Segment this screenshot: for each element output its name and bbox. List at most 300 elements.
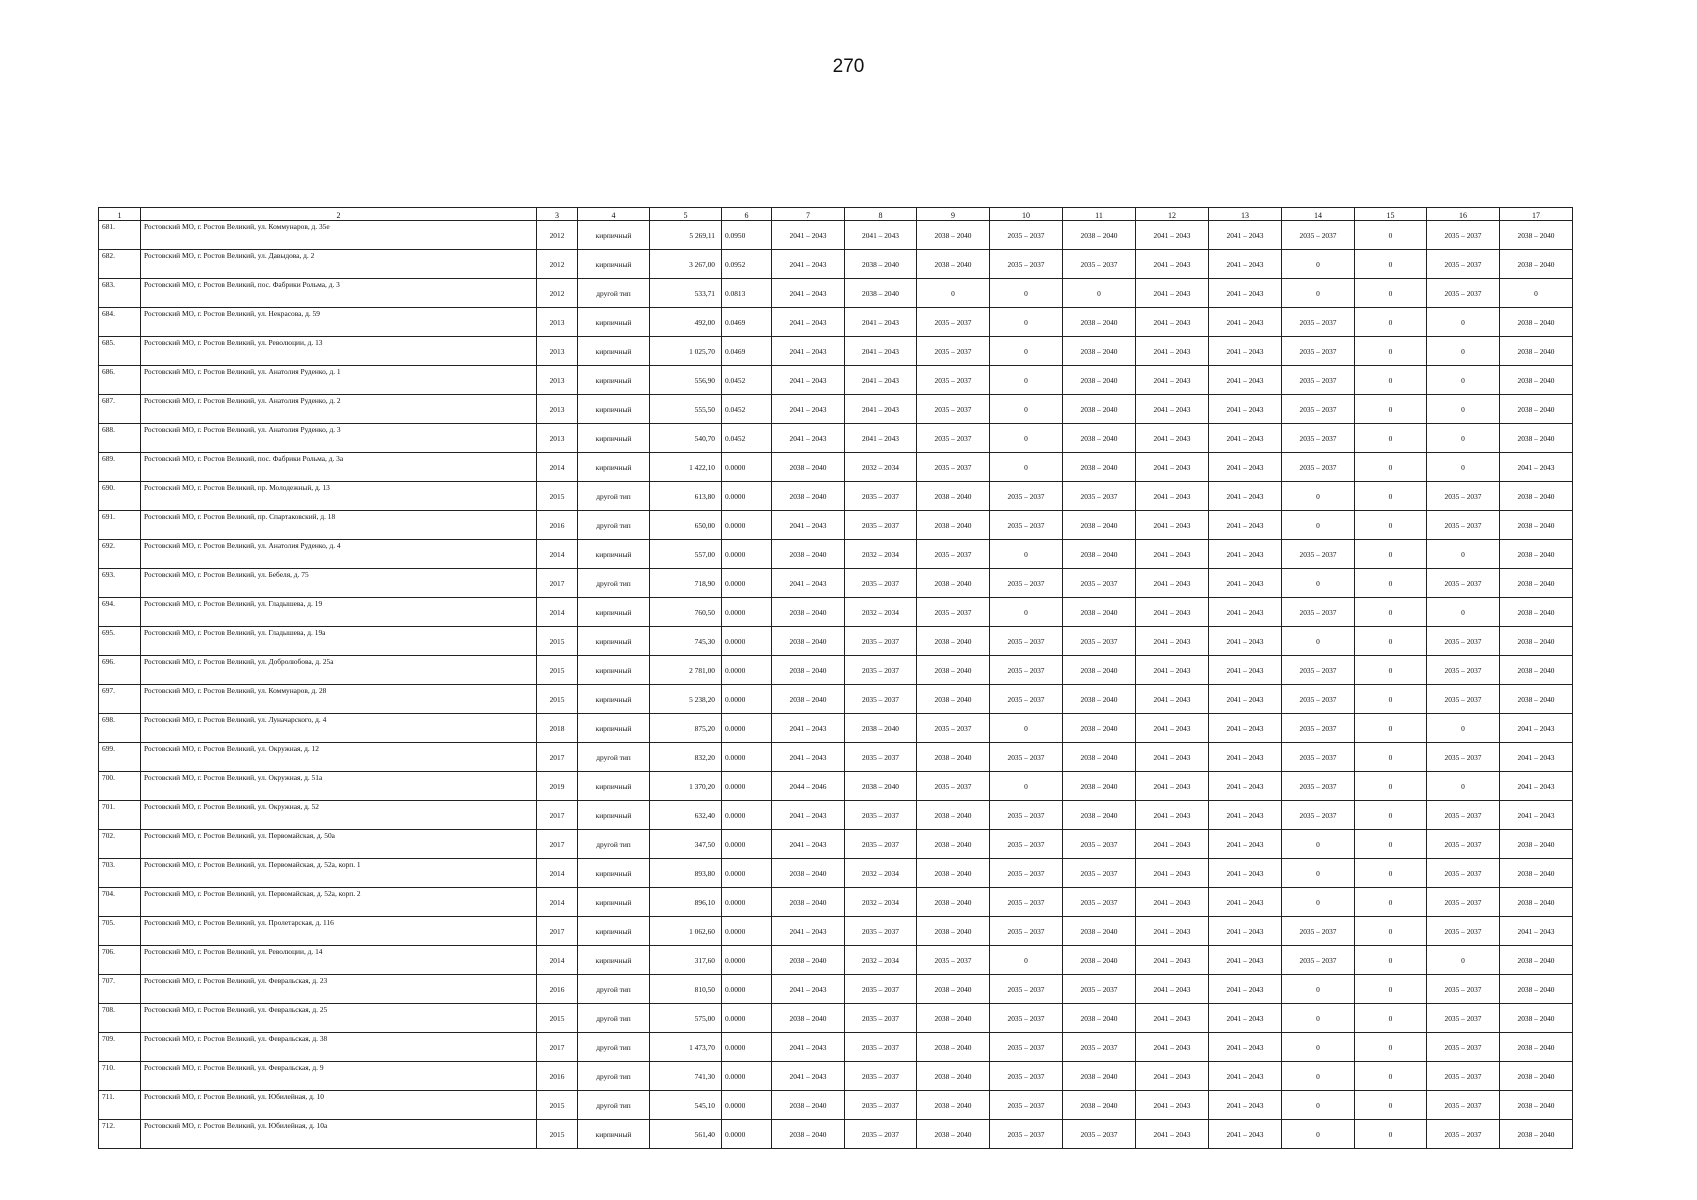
period-col-9-cell: 2035 – 2037 <box>917 714 990 743</box>
period-col-8-cell: 2035 – 2037 <box>845 975 917 1004</box>
period-col-12-cell: 2041 – 2043 <box>1136 801 1209 830</box>
address-cell: Ростовский МО, г. Ростов Великий, ул. Юбилейная, д. 10а <box>141 1120 537 1149</box>
row-number-cell: 712. <box>99 1120 141 1149</box>
period-col-11-cell: 2038 – 2040 <box>1063 946 1136 975</box>
period-col-11-cell: 2038 – 2040 <box>1063 714 1136 743</box>
wear-coefficient-cell: 0.0000 <box>722 627 772 656</box>
wear-coefficient-cell: 0.0813 <box>722 279 772 308</box>
period-col-17-cell: 2038 – 2040 <box>1500 656 1573 685</box>
period-col-14-cell: 2035 – 2037 <box>1282 946 1355 975</box>
wear-coefficient-cell: 0.0000 <box>722 569 772 598</box>
table-row <box>99 598 1573 627</box>
wear-coefficient-cell: 0.0000 <box>722 1120 772 1149</box>
address-cell: Ростовский МО, г. Ростов Великий, ул. Окружная, д. 52 <box>141 801 537 830</box>
period-col-7-cell: 2041 – 2043 <box>772 714 845 743</box>
column-number-5: 5 <box>650 208 722 221</box>
wear-coefficient-cell: 0.0000 <box>722 946 772 975</box>
period-col-16-cell: 2035 – 2037 <box>1427 830 1500 859</box>
area-value-cell: 810,50 <box>650 975 722 1004</box>
wall-material-cell: другой тип <box>578 482 650 511</box>
area-value-cell: 557,00 <box>650 540 722 569</box>
address-cell: Ростовский МО, г. Ростов Великий, пос. Фабрики Рольма, д. 3 <box>141 279 537 308</box>
row-number-cell: 694. <box>99 598 141 627</box>
build-year-cell: 2015 <box>537 1091 578 1120</box>
period-col-12-cell: 2041 – 2043 <box>1136 1120 1209 1149</box>
area-value-cell: 613,80 <box>650 482 722 511</box>
address-cell: Ростовский МО, г. Ростов Великий, пр. Спартаковский, д. 18 <box>141 511 537 540</box>
table-row <box>99 279 1573 308</box>
period-col-12-cell: 2041 – 2043 <box>1136 308 1209 337</box>
period-col-17-cell: 2041 – 2043 <box>1500 801 1573 830</box>
period-col-15-cell: 0 <box>1355 540 1427 569</box>
period-col-16-cell: 0 <box>1427 540 1500 569</box>
period-col-10-cell: 2035 – 2037 <box>990 482 1063 511</box>
wall-material-cell: кирпичный <box>578 598 650 627</box>
address-cell: Ростовский МО, г. Ростов Великий, ул. Первомайская, д. 52а, корп. 2 <box>141 888 537 917</box>
period-col-8-cell: 2041 – 2043 <box>845 424 917 453</box>
area-value-cell: 1 473,70 <box>650 1033 722 1062</box>
period-col-14-cell: 2035 – 2037 <box>1282 453 1355 482</box>
period-col-17-cell: 2038 – 2040 <box>1500 859 1573 888</box>
wear-coefficient-cell: 0.0000 <box>722 830 772 859</box>
row-number-cell: 687. <box>99 395 141 424</box>
address-cell: Ростовский МО, г. Ростов Великий, ул. Бебеля, д. 75 <box>141 569 537 598</box>
build-year-cell: 2013 <box>537 366 578 395</box>
wear-coefficient-cell: 0.0000 <box>722 511 772 540</box>
wall-material-cell: кирпичный <box>578 453 650 482</box>
period-col-10-cell: 2035 – 2037 <box>990 250 1063 279</box>
period-col-9-cell: 2038 – 2040 <box>917 917 990 946</box>
period-col-9-cell: 2035 – 2037 <box>917 453 990 482</box>
period-col-17-cell: 2038 – 2040 <box>1500 1062 1573 1091</box>
period-col-13-cell: 2041 – 2043 <box>1209 1004 1282 1033</box>
build-year-cell: 2015 <box>537 627 578 656</box>
period-col-17-cell: 2038 – 2040 <box>1500 482 1573 511</box>
period-col-8-cell: 2032 – 2034 <box>845 888 917 917</box>
wear-coefficient-cell: 0.0000 <box>722 975 772 1004</box>
period-col-17-cell: 2038 – 2040 <box>1500 627 1573 656</box>
period-col-10-cell: 0 <box>990 424 1063 453</box>
period-col-12-cell: 2041 – 2043 <box>1136 975 1209 1004</box>
period-col-14-cell: 0 <box>1282 627 1355 656</box>
period-col-16-cell: 0 <box>1427 772 1500 801</box>
period-col-12-cell: 2041 – 2043 <box>1136 453 1209 482</box>
period-col-9-cell: 2038 – 2040 <box>917 859 990 888</box>
period-col-12-cell: 2041 – 2043 <box>1136 1033 1209 1062</box>
period-col-7-cell: 2041 – 2043 <box>772 424 845 453</box>
period-col-17-cell: 2038 – 2040 <box>1500 569 1573 598</box>
build-year-cell: 2014 <box>537 453 578 482</box>
table-row <box>99 888 1573 917</box>
period-col-14-cell: 2035 – 2037 <box>1282 743 1355 772</box>
table-row <box>99 801 1573 830</box>
period-col-11-cell: 2038 – 2040 <box>1063 598 1136 627</box>
period-col-15-cell: 0 <box>1355 946 1427 975</box>
period-col-12-cell: 2041 – 2043 <box>1136 743 1209 772</box>
row-number-cell: 688. <box>99 424 141 453</box>
period-col-7-cell: 2038 – 2040 <box>772 1091 845 1120</box>
table-row <box>99 917 1573 946</box>
wear-coefficient-cell: 0.0950 <box>722 221 772 250</box>
period-col-9-cell: 2035 – 2037 <box>917 946 990 975</box>
period-col-17-cell: 2038 – 2040 <box>1500 1091 1573 1120</box>
period-col-9-cell: 2038 – 2040 <box>917 830 990 859</box>
period-col-9-cell: 2035 – 2037 <box>917 395 990 424</box>
period-col-16-cell: 0 <box>1427 453 1500 482</box>
area-value-cell: 561,40 <box>650 1120 722 1149</box>
period-col-11-cell: 2038 – 2040 <box>1063 308 1136 337</box>
period-col-13-cell: 2041 – 2043 <box>1209 627 1282 656</box>
table-row <box>99 250 1573 279</box>
build-year-cell: 2014 <box>537 598 578 627</box>
period-col-9-cell: 2035 – 2037 <box>917 772 990 801</box>
wall-material-cell: другой тип <box>578 569 650 598</box>
period-col-13-cell: 2041 – 2043 <box>1209 482 1282 511</box>
period-col-17-cell: 2038 – 2040 <box>1500 337 1573 366</box>
period-col-7-cell: 2041 – 2043 <box>772 1062 845 1091</box>
period-col-17-cell: 2038 – 2040 <box>1500 598 1573 627</box>
wear-coefficient-cell: 0.0000 <box>722 482 772 511</box>
wall-material-cell: кирпичный <box>578 656 650 685</box>
period-col-11-cell: 2038 – 2040 <box>1063 424 1136 453</box>
period-col-16-cell: 2035 – 2037 <box>1427 627 1500 656</box>
table-row <box>99 1004 1573 1033</box>
period-col-8-cell: 2038 – 2040 <box>845 279 917 308</box>
period-col-12-cell: 2041 – 2043 <box>1136 511 1209 540</box>
period-col-12-cell: 2041 – 2043 <box>1136 366 1209 395</box>
period-col-15-cell: 0 <box>1355 888 1427 917</box>
period-col-16-cell: 2035 – 2037 <box>1427 1091 1500 1120</box>
period-col-13-cell: 2041 – 2043 <box>1209 598 1282 627</box>
period-col-12-cell: 2041 – 2043 <box>1136 1091 1209 1120</box>
period-col-8-cell: 2035 – 2037 <box>845 482 917 511</box>
area-value-cell: 741,30 <box>650 1062 722 1091</box>
period-col-15-cell: 0 <box>1355 685 1427 714</box>
period-col-7-cell: 2038 – 2040 <box>772 540 845 569</box>
build-year-cell: 2015 <box>537 656 578 685</box>
build-year-cell: 2012 <box>537 221 578 250</box>
area-value-cell: 347,50 <box>650 830 722 859</box>
period-col-10-cell: 2035 – 2037 <box>990 656 1063 685</box>
period-col-13-cell: 2041 – 2043 <box>1209 569 1282 598</box>
period-col-11-cell: 2038 – 2040 <box>1063 366 1136 395</box>
period-col-7-cell: 2038 – 2040 <box>772 888 845 917</box>
period-col-16-cell: 0 <box>1427 366 1500 395</box>
period-col-10-cell: 2035 – 2037 <box>990 627 1063 656</box>
row-number-cell: 681. <box>99 221 141 250</box>
period-col-11-cell: 2038 – 2040 <box>1063 395 1136 424</box>
period-col-14-cell: 0 <box>1282 1120 1355 1149</box>
build-year-cell: 2014 <box>537 888 578 917</box>
period-col-8-cell: 2032 – 2034 <box>845 598 917 627</box>
wear-coefficient-cell: 0.0000 <box>722 1091 772 1120</box>
wall-material-cell: кирпичный <box>578 772 650 801</box>
period-col-10-cell: 2035 – 2037 <box>990 1091 1063 1120</box>
period-col-16-cell: 0 <box>1427 395 1500 424</box>
period-col-12-cell: 2041 – 2043 <box>1136 772 1209 801</box>
table-row <box>99 221 1573 250</box>
period-col-7-cell: 2038 – 2040 <box>772 685 845 714</box>
table-row <box>99 714 1573 743</box>
area-value-cell: 1 025,70 <box>650 337 722 366</box>
wear-coefficient-cell: 0.0000 <box>722 1004 772 1033</box>
period-col-12-cell: 2041 – 2043 <box>1136 482 1209 511</box>
period-col-16-cell: 0 <box>1427 337 1500 366</box>
period-col-13-cell: 2041 – 2043 <box>1209 888 1282 917</box>
build-year-cell: 2013 <box>537 395 578 424</box>
period-col-15-cell: 0 <box>1355 917 1427 946</box>
period-col-12-cell: 2041 – 2043 <box>1136 1062 1209 1091</box>
wear-coefficient-cell: 0.0452 <box>722 424 772 453</box>
period-col-16-cell: 2035 – 2037 <box>1427 859 1500 888</box>
address-cell: Ростовский МО, г. Ростов Великий, ул. Давыдова, д. 2 <box>141 250 537 279</box>
period-col-7-cell: 2038 – 2040 <box>772 859 845 888</box>
period-col-11-cell: 2035 – 2037 <box>1063 482 1136 511</box>
period-col-17-cell: 2038 – 2040 <box>1500 308 1573 337</box>
period-col-17-cell: 2041 – 2043 <box>1500 714 1573 743</box>
period-col-17-cell: 2038 – 2040 <box>1500 946 1573 975</box>
period-col-17-cell: 2041 – 2043 <box>1500 772 1573 801</box>
period-col-14-cell: 2035 – 2037 <box>1282 424 1355 453</box>
period-col-10-cell: 0 <box>990 772 1063 801</box>
period-col-11-cell: 2038 – 2040 <box>1063 656 1136 685</box>
period-col-7-cell: 2041 – 2043 <box>772 279 845 308</box>
period-col-8-cell: 2035 – 2037 <box>845 1033 917 1062</box>
row-number-cell: 701. <box>99 801 141 830</box>
period-col-9-cell: 2038 – 2040 <box>917 482 990 511</box>
period-col-10-cell: 2035 – 2037 <box>990 1062 1063 1091</box>
row-number-cell: 697. <box>99 685 141 714</box>
area-value-cell: 632,40 <box>650 801 722 830</box>
build-year-cell: 2018 <box>537 714 578 743</box>
row-number-cell: 682. <box>99 250 141 279</box>
area-value-cell: 893,80 <box>650 859 722 888</box>
period-col-11-cell: 2035 – 2037 <box>1063 859 1136 888</box>
period-col-15-cell: 0 <box>1355 453 1427 482</box>
period-col-14-cell: 0 <box>1282 888 1355 917</box>
row-number-cell: 705. <box>99 917 141 946</box>
period-col-9-cell: 2038 – 2040 <box>917 1004 990 1033</box>
period-col-16-cell: 2035 – 2037 <box>1427 801 1500 830</box>
address-cell: Ростовский МО, г. Ростов Великий, ул. Анатолия Руденко, д. 3 <box>141 424 537 453</box>
period-col-8-cell: 2038 – 2040 <box>845 250 917 279</box>
period-col-13-cell: 2041 – 2043 <box>1209 946 1282 975</box>
period-col-12-cell: 2041 – 2043 <box>1136 279 1209 308</box>
area-value-cell: 760,50 <box>650 598 722 627</box>
period-col-16-cell: 0 <box>1427 714 1500 743</box>
period-col-15-cell: 0 <box>1355 279 1427 308</box>
address-cell: Ростовский МО, г. Ростов Великий, ул. Окружная, д. 12 <box>141 743 537 772</box>
wall-material-cell: другой тип <box>578 1062 650 1091</box>
area-value-cell: 533,71 <box>650 279 722 308</box>
area-value-cell: 875,20 <box>650 714 722 743</box>
build-year-cell: 2015 <box>537 685 578 714</box>
period-col-14-cell: 0 <box>1282 279 1355 308</box>
table-row <box>99 772 1573 801</box>
period-col-15-cell: 0 <box>1355 743 1427 772</box>
period-col-17-cell: 0 <box>1500 279 1573 308</box>
period-col-11-cell: 2038 – 2040 <box>1063 743 1136 772</box>
table-row <box>99 424 1573 453</box>
build-year-cell: 2016 <box>537 1062 578 1091</box>
address-cell: Ростовский МО, г. Ростов Великий, ул. Февральская, д. 23 <box>141 975 537 1004</box>
period-col-12-cell: 2041 – 2043 <box>1136 917 1209 946</box>
period-col-12-cell: 2041 – 2043 <box>1136 221 1209 250</box>
period-col-10-cell: 2035 – 2037 <box>990 1004 1063 1033</box>
period-col-7-cell: 2041 – 2043 <box>772 250 845 279</box>
period-col-13-cell: 2041 – 2043 <box>1209 1062 1282 1091</box>
column-number-15: 15 <box>1355 208 1427 221</box>
wall-material-cell: кирпичный <box>578 366 650 395</box>
row-number-cell: 693. <box>99 569 141 598</box>
period-col-12-cell: 2041 – 2043 <box>1136 1004 1209 1033</box>
row-number-cell: 710. <box>99 1062 141 1091</box>
area-value-cell: 650,00 <box>650 511 722 540</box>
column-number-3: 3 <box>537 208 578 221</box>
period-col-16-cell: 2035 – 2037 <box>1427 1062 1500 1091</box>
period-col-8-cell: 2035 – 2037 <box>845 1120 917 1149</box>
row-number-cell: 685. <box>99 337 141 366</box>
period-col-13-cell: 2041 – 2043 <box>1209 511 1282 540</box>
period-col-12-cell: 2041 – 2043 <box>1136 946 1209 975</box>
period-col-10-cell: 0 <box>990 366 1063 395</box>
period-col-14-cell: 2035 – 2037 <box>1282 656 1355 685</box>
build-year-cell: 2016 <box>537 511 578 540</box>
build-year-cell: 2013 <box>537 424 578 453</box>
period-col-15-cell: 0 <box>1355 1033 1427 1062</box>
table-row <box>99 975 1573 1004</box>
period-col-7-cell: 2038 – 2040 <box>772 453 845 482</box>
table-row <box>99 569 1573 598</box>
period-col-8-cell: 2035 – 2037 <box>845 569 917 598</box>
area-value-cell: 555,50 <box>650 395 722 424</box>
row-number-cell: 700. <box>99 772 141 801</box>
period-col-9-cell: 0 <box>917 279 990 308</box>
period-col-7-cell: 2041 – 2043 <box>772 308 845 337</box>
period-col-8-cell: 2041 – 2043 <box>845 366 917 395</box>
period-col-9-cell: 2035 – 2037 <box>917 540 990 569</box>
row-number-cell: 709. <box>99 1033 141 1062</box>
build-year-cell: 2017 <box>537 917 578 946</box>
wear-coefficient-cell: 0.0000 <box>722 685 772 714</box>
period-col-10-cell: 0 <box>990 395 1063 424</box>
period-col-16-cell: 2035 – 2037 <box>1427 888 1500 917</box>
period-col-11-cell: 2038 – 2040 <box>1063 685 1136 714</box>
wear-coefficient-cell: 0.0000 <box>722 453 772 482</box>
period-col-11-cell: 2035 – 2037 <box>1063 569 1136 598</box>
column-number-10: 10 <box>990 208 1063 221</box>
column-number-12: 12 <box>1136 208 1209 221</box>
wear-coefficient-cell: 0.0000 <box>722 743 772 772</box>
period-col-9-cell: 2038 – 2040 <box>917 221 990 250</box>
column-number-17: 17 <box>1500 208 1573 221</box>
period-col-10-cell: 2035 – 2037 <box>990 221 1063 250</box>
period-col-16-cell: 0 <box>1427 308 1500 337</box>
period-col-16-cell: 2035 – 2037 <box>1427 569 1500 598</box>
period-col-9-cell: 2038 – 2040 <box>917 511 990 540</box>
period-col-7-cell: 2041 – 2043 <box>772 1033 845 1062</box>
period-col-14-cell: 0 <box>1282 482 1355 511</box>
period-col-12-cell: 2041 – 2043 <box>1136 424 1209 453</box>
column-number-2: 2 <box>141 208 537 221</box>
period-col-17-cell: 2038 – 2040 <box>1500 830 1573 859</box>
table-row <box>99 1120 1573 1149</box>
period-col-12-cell: 2041 – 2043 <box>1136 714 1209 743</box>
table-header-row <box>99 208 1573 221</box>
build-year-cell: 2017 <box>537 743 578 772</box>
period-col-15-cell: 0 <box>1355 250 1427 279</box>
period-col-9-cell: 2038 – 2040 <box>917 1091 990 1120</box>
wall-material-cell: кирпичный <box>578 424 650 453</box>
period-col-14-cell: 2035 – 2037 <box>1282 366 1355 395</box>
period-col-8-cell: 2035 – 2037 <box>845 801 917 830</box>
table-row <box>99 308 1573 337</box>
period-col-9-cell: 2038 – 2040 <box>917 1062 990 1091</box>
period-col-9-cell: 2038 – 2040 <box>917 627 990 656</box>
period-col-9-cell: 2038 – 2040 <box>917 888 990 917</box>
period-col-16-cell: 2035 – 2037 <box>1427 511 1500 540</box>
period-col-16-cell: 2035 – 2037 <box>1427 656 1500 685</box>
wear-coefficient-cell: 0.0000 <box>722 1033 772 1062</box>
period-col-8-cell: 2035 – 2037 <box>845 917 917 946</box>
table-row <box>99 627 1573 656</box>
period-col-8-cell: 2041 – 2043 <box>845 221 917 250</box>
period-col-10-cell: 2035 – 2037 <box>990 569 1063 598</box>
wear-coefficient-cell: 0.0000 <box>722 656 772 685</box>
address-cell: Ростовский МО, г. Ростов Великий, пос. Фабрики Рольма, д. 3а <box>141 453 537 482</box>
wall-material-cell: другой тип <box>578 279 650 308</box>
wall-material-cell: кирпичный <box>578 859 650 888</box>
address-cell: Ростовский МО, г. Ростов Великий, ул. Луначарского, д. 4 <box>141 714 537 743</box>
address-cell: Ростовский МО, г. Ростов Великий, ул. Анатолия Руденко, д. 2 <box>141 395 537 424</box>
period-col-15-cell: 0 <box>1355 337 1427 366</box>
period-col-8-cell: 2032 – 2034 <box>845 859 917 888</box>
period-col-13-cell: 2041 – 2043 <box>1209 540 1282 569</box>
period-col-15-cell: 0 <box>1355 221 1427 250</box>
period-col-16-cell: 2035 – 2037 <box>1427 279 1500 308</box>
period-col-16-cell: 2035 – 2037 <box>1427 482 1500 511</box>
period-col-15-cell: 0 <box>1355 830 1427 859</box>
period-col-9-cell: 2038 – 2040 <box>917 656 990 685</box>
row-number-cell: 683. <box>99 279 141 308</box>
period-col-9-cell: 2038 – 2040 <box>917 743 990 772</box>
build-year-cell: 2012 <box>537 279 578 308</box>
period-col-14-cell: 2035 – 2037 <box>1282 685 1355 714</box>
period-col-13-cell: 2041 – 2043 <box>1209 685 1282 714</box>
build-year-cell: 2014 <box>537 859 578 888</box>
area-value-cell: 832,20 <box>650 743 722 772</box>
period-col-8-cell: 2035 – 2037 <box>845 685 917 714</box>
address-cell: Ростовский МО, г. Ростов Великий, ул. Февральская, д. 25 <box>141 1004 537 1033</box>
wall-material-cell: кирпичный <box>578 917 650 946</box>
period-col-14-cell: 2035 – 2037 <box>1282 801 1355 830</box>
period-col-9-cell: 2035 – 2037 <box>917 308 990 337</box>
period-col-17-cell: 2038 – 2040 <box>1500 888 1573 917</box>
wall-material-cell: кирпичный <box>578 946 650 975</box>
row-number-cell: 691. <box>99 511 141 540</box>
area-value-cell: 540,70 <box>650 424 722 453</box>
address-cell: Ростовский МО, г. Ростов Великий, ул. Добролюбова, д. 25а <box>141 656 537 685</box>
period-col-15-cell: 0 <box>1355 1120 1427 1149</box>
period-col-7-cell: 2041 – 2043 <box>772 337 845 366</box>
period-col-15-cell: 0 <box>1355 598 1427 627</box>
period-col-12-cell: 2041 – 2043 <box>1136 569 1209 598</box>
period-col-15-cell: 0 <box>1355 424 1427 453</box>
period-col-15-cell: 0 <box>1355 569 1427 598</box>
area-value-cell: 896,10 <box>650 888 722 917</box>
period-col-9-cell: 2035 – 2037 <box>917 598 990 627</box>
period-col-16-cell: 0 <box>1427 598 1500 627</box>
